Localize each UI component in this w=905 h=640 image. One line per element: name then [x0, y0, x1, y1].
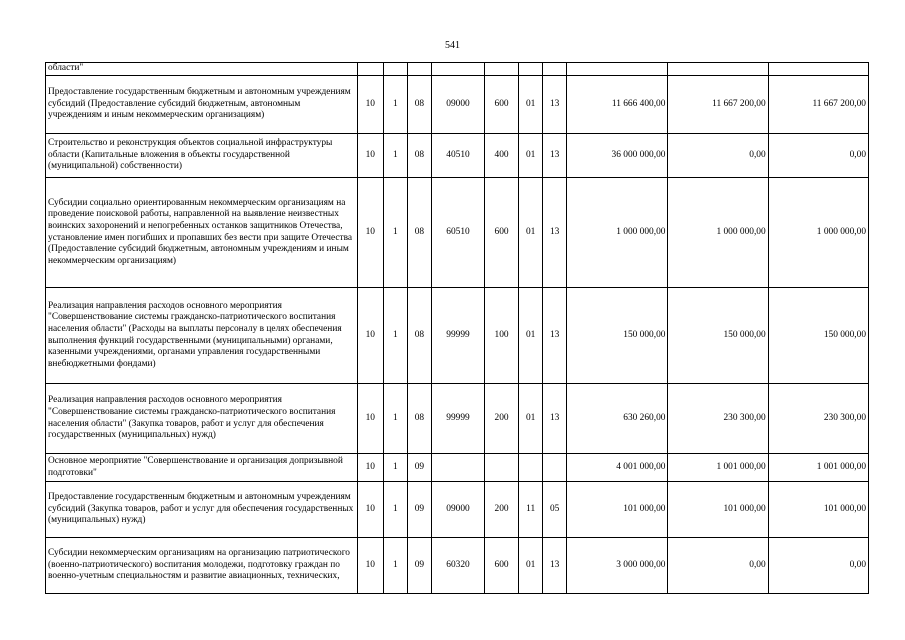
cell-subsection: 13	[543, 538, 567, 594]
cell-section: 11	[519, 482, 543, 538]
row-description: Предоставление государственным бюджетным и автономным учреждениям субсидий (Закупка товаров, работ и услуг для обеспечения государственных (муниципальных) нужд)	[46, 482, 358, 538]
cell-direction-code: 99999	[431, 384, 484, 454]
cell-expense-type: 600	[485, 538, 519, 594]
cell-amount-year2: 1 000 000,00	[668, 178, 768, 288]
cell-amount-year2: 150 000,00	[668, 288, 768, 384]
cell-section: 01	[519, 76, 543, 134]
cell-subsection: 13	[543, 288, 567, 384]
cell-program-code: 1	[383, 384, 407, 454]
row-description: Реализация направления расходов основного мероприятия "Совершенствование системы гражданско-патриотического воспитания населения области" (Расходы на выплаты персоналу в целях обеспечения выполнения функций государственными (муниципальными) органами, казенными учреждениями, органами управления государственными внебюджетными фондами)	[46, 288, 358, 384]
cell-program-code: 1	[383, 288, 407, 384]
cell-direction-code: 40510	[431, 134, 484, 178]
cell-amount-year1: 3 000 000,00	[567, 538, 668, 594]
cell-program-code: 1	[383, 178, 407, 288]
cell-subprogram-code: 08	[407, 288, 431, 384]
cell-ministry-code: 10	[357, 538, 383, 594]
cell-subsection: 13	[543, 76, 567, 134]
cell-expense-type: 600	[485, 178, 519, 288]
cell-expense-type: 200	[485, 384, 519, 454]
table-row	[46, 288, 869, 384]
cell-subprogram-code: 08	[407, 134, 431, 178]
cell-subprogram-code: 09	[407, 454, 431, 482]
row-description: Предоставление государственным бюджетным и автономным учреждениям субсидий (Предоставление субсидий бюджетным, автономным учреждениям и иным некоммерческим организациям)	[46, 76, 358, 134]
cell-section: 01	[519, 288, 543, 384]
cell-subprogram-code	[407, 63, 431, 76]
cell-amount-year2: 101 000,00	[668, 482, 768, 538]
cell-amount-year3: 1 001 000,00	[768, 454, 868, 482]
table-row	[46, 482, 869, 538]
cell-expense-type: 200	[485, 482, 519, 538]
cell-amount-year2: 0,00	[668, 538, 768, 594]
cell-subsection: 05	[543, 482, 567, 538]
cell-ministry-code: 10	[357, 482, 383, 538]
table-row	[46, 454, 869, 482]
cell-program-code	[383, 63, 407, 76]
cell-subsection	[543, 454, 567, 482]
cell-amount-year1: 11 666 400,00	[567, 76, 668, 134]
cell-amount-year2: 0,00	[668, 134, 768, 178]
cell-direction-code: 99999	[431, 288, 484, 384]
cell-direction-code: 60320	[431, 538, 484, 594]
cell-direction-code: 60510	[431, 178, 484, 288]
cell-subsection: 13	[543, 384, 567, 454]
cell-section	[519, 454, 543, 482]
cell-expense-type	[485, 454, 519, 482]
cell-subprogram-code: 08	[407, 384, 431, 454]
cell-section: 01	[519, 134, 543, 178]
cell-program-code: 1	[383, 76, 407, 134]
page-number: 541	[445, 40, 460, 51]
cell-amount-year3: 1 000 000,00	[768, 178, 868, 288]
cell-amount-year3: 11 667 200,00	[768, 76, 868, 134]
row-description: Основное мероприятие "Совершенствование и организация допризывной подготовки"	[46, 454, 358, 482]
cell-ministry-code: 10	[357, 134, 383, 178]
row-description: Субсидии некоммерческим организациям на организацию патриотического (военно-патриотического) воспитания молодежи, подготовку граждан по военно-учетным специальностям и развитие авиационных, технических,	[46, 538, 358, 594]
cell-subprogram-code: 09	[407, 482, 431, 538]
row-description: Реализация направления расходов основного мероприятия "Совершенствование системы гражданско-патриотического воспитания населения области" (Закупка товаров, работ и услуг для обеспечения государственных (муниципальных) нужд)	[46, 384, 358, 454]
cell-subsection: 13	[543, 134, 567, 178]
cell-ministry-code	[357, 63, 383, 76]
table-row	[46, 63, 869, 76]
cell-program-code: 1	[383, 134, 407, 178]
table-row	[46, 76, 869, 134]
cell-direction-code	[431, 454, 484, 482]
cell-program-code: 1	[383, 454, 407, 482]
cell-amount-year3: 0,00	[768, 538, 868, 594]
cell-amount-year3: 150 000,00	[768, 288, 868, 384]
table-row	[46, 538, 869, 594]
cell-amount-year1: 1 000 000,00	[567, 178, 668, 288]
table-row	[46, 178, 869, 288]
cell-program-code: 1	[383, 538, 407, 594]
cell-ministry-code: 10	[357, 288, 383, 384]
cell-amount-year2: 230 300,00	[668, 384, 768, 454]
cell-ministry-code: 10	[357, 76, 383, 134]
cell-expense-type: 600	[485, 76, 519, 134]
row-description: Строительство и реконструкция объектов социальной инфраструктуры области (Капитальные вложения в объекты государственной (муниципальной) собственности)	[46, 134, 358, 178]
cell-amount-year3: 230 300,00	[768, 384, 868, 454]
cell-amount-year1: 101 000,00	[567, 482, 668, 538]
budget-table	[45, 62, 869, 594]
row-description: Субсидии социально ориентированным некоммерческим организациям на проведение поисковой работы, направленной на выявление неизвестных воинских захоронений и непогребенных останков защитников Отечества, установление имен погибших и пропавших без вести при защите Отечества (Предоставление субсидий бюджетным, автономным учреждениям и иным некоммерческим организациям)	[46, 178, 358, 288]
cell-section: 01	[519, 384, 543, 454]
cell-section: 01	[519, 538, 543, 594]
cell-ministry-code: 10	[357, 454, 383, 482]
cell-direction-code	[431, 63, 484, 76]
cell-amount-year3	[768, 63, 868, 76]
table-row	[46, 134, 869, 178]
cell-amount-year2: 11 667 200,00	[668, 76, 768, 134]
cell-expense-type: 400	[485, 134, 519, 178]
cell-direction-code: 09000	[431, 76, 484, 134]
cell-subprogram-code: 08	[407, 76, 431, 134]
cell-expense-type	[485, 63, 519, 76]
cell-amount-year1: 4 001 000,00	[567, 454, 668, 482]
cell-subsection: 13	[543, 178, 567, 288]
cell-subprogram-code: 08	[407, 178, 431, 288]
cell-ministry-code: 10	[357, 384, 383, 454]
cell-amount-year1	[567, 63, 668, 76]
cell-amount-year1: 150 000,00	[567, 288, 668, 384]
row-description: области"	[46, 63, 358, 76]
cell-program-code: 1	[383, 482, 407, 538]
cell-subprogram-code: 09	[407, 538, 431, 594]
table-row	[46, 384, 869, 454]
cell-expense-type: 100	[485, 288, 519, 384]
cell-amount-year1: 630 260,00	[567, 384, 668, 454]
cell-section: 01	[519, 178, 543, 288]
cell-amount-year2: 1 001 000,00	[668, 454, 768, 482]
cell-amount-year3: 101 000,00	[768, 482, 868, 538]
cell-section	[519, 63, 543, 76]
cell-amount-year2	[668, 63, 768, 76]
cell-subsection	[543, 63, 567, 76]
cell-direction-code: 09000	[431, 482, 484, 538]
cell-amount-year3: 0,00	[768, 134, 868, 178]
cell-ministry-code: 10	[357, 178, 383, 288]
cell-amount-year1: 36 000 000,00	[567, 134, 668, 178]
